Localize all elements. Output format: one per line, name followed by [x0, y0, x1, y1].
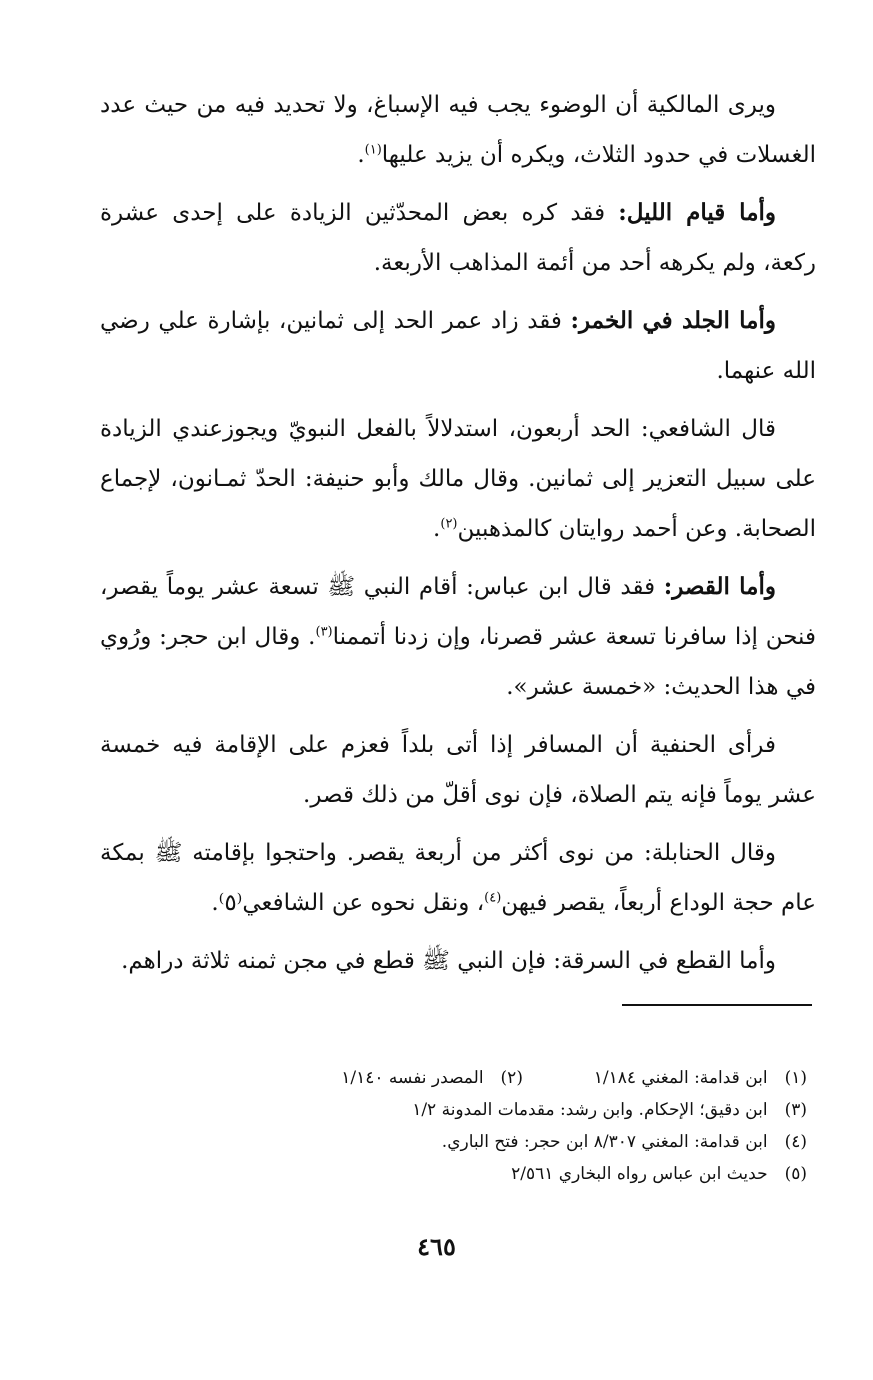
footnote-row — [207, 1158, 807, 1190]
footnote-text: ابن دقيق؛ الإحكام. وابن رشد: مقدمات المدونة ١/٢ — [412, 1100, 768, 1120]
page-body — [100, 80, 816, 994]
paragraph-qasr: وأما القصر: فقد قال ابن عباس: أقام النبي ﷺ تسعة عشر يوماً يقصر، فنحن إذا سافرنا تسعة عشر قصرنا، وإن زدنا أتممنا$^{(٣)}$. وقال ابن حجر: ورُوي في هذا الحديث: «خمسة عشر». — [100, 573, 816, 700]
paragraph-qiyam-al-layl: وأما قيام الليل: فقد كره بعض المحدّثين الزيادة على إحدى عشرة ركعة، ولم يكرهه أحد من أئمة المذاهب الأربعة. — [100, 199, 816, 276]
footnote-ref[interactable]: (٢) — [440, 516, 458, 532]
footnote-text: ابن قدامة: المغني ٨/٣٠٧ ابن حجر: فتح الباري. — [441, 1132, 768, 1152]
paragraph-shafii: قال الشافعي: الحد أربعون، استدلالاً بالفعل النبويّ ويجوزعندي الزيادة على سبيل التعزير إلى ثمانين. وقال مالك وأبو حنيفة: الحدّ ثمـانون، لإجماع الصحابة. وعن أحمد روايتان كالمذهبين$^{(٢)}$. — [100, 416, 816, 542]
footnote-text: المصدر نفسه ١/١٤٠ — [341, 1068, 484, 1088]
paragraph-jald: وأما الجلد في الخمر: فقد زاد عمر الحد إلى ثمانين، بإشارة علي رضي الله عنهما. — [100, 307, 816, 384]
footnote-row — [207, 1094, 807, 1126]
paragraph-hanabila: وقال الحنابلة: من نوى أكثر من أربعة يقصر. واحتجوا بإقامته ﷺ بمكة عام حجة الوداع أربعاً، يقصر فيهن$^{(٤)}$، ونقل نحوه عن الشافعي⁽٥⁾. — [100, 840, 816, 916]
footnote-row — [207, 1126, 807, 1158]
footnote-ref[interactable]: (٣) — [315, 624, 333, 640]
footnote-ref[interactable]: (١) — [364, 142, 382, 158]
footnotes — [207, 1062, 807, 1190]
paragraph-heading: وأما قيام الليل: — [618, 199, 777, 226]
paragraph-sariqa: وأما القطع في السرقة: فإن النبي ﷺ قطع في مجن ثمنه ثلاثة دراهم. — [121, 948, 776, 974]
footnote-number: (٥) — [784, 1164, 807, 1184]
page-number: ٤٦٥ — [417, 1232, 456, 1261]
footnote-number: (٤) — [784, 1132, 807, 1152]
paragraph-wudu: ويرى المالكية أن الوضوء يجب فيه الإسباغ، ولا تحديد فيه من حيث عدد الغسلات في حدود الثلاث، ويكره أن يزيد عليها$^{(١)}$. — [100, 92, 816, 168]
footnote-number: (٣) — [784, 1100, 807, 1120]
footnote-number: (٢) — [500, 1068, 523, 1088]
paragraph-heading: وأما القصر: — [663, 573, 777, 600]
footnote-separator — [622, 1004, 812, 1006]
footnote-ref[interactable]: (٤) — [484, 890, 502, 906]
footnote-number: (١) — [784, 1068, 807, 1088]
footnote-row — [207, 1062, 807, 1094]
footnote-text: حديث ابن عباس رواه البخاري ٢/٥٦١ — [511, 1164, 768, 1184]
paragraph-hanafiyya: فرأى الحنفية أن المسافر إذا أتى بلداً فعزم على الإقامة فيه خمسة عشر يوماً فإنه يتم الصلاة، فإن نوى أقلّ من ذلك قصر. — [100, 732, 816, 808]
paragraph-heading: وأما الجلد في الخمر: — [570, 307, 777, 334]
footnote-text: ابن قدامة: المغني ١/١٨٤ — [593, 1068, 768, 1088]
